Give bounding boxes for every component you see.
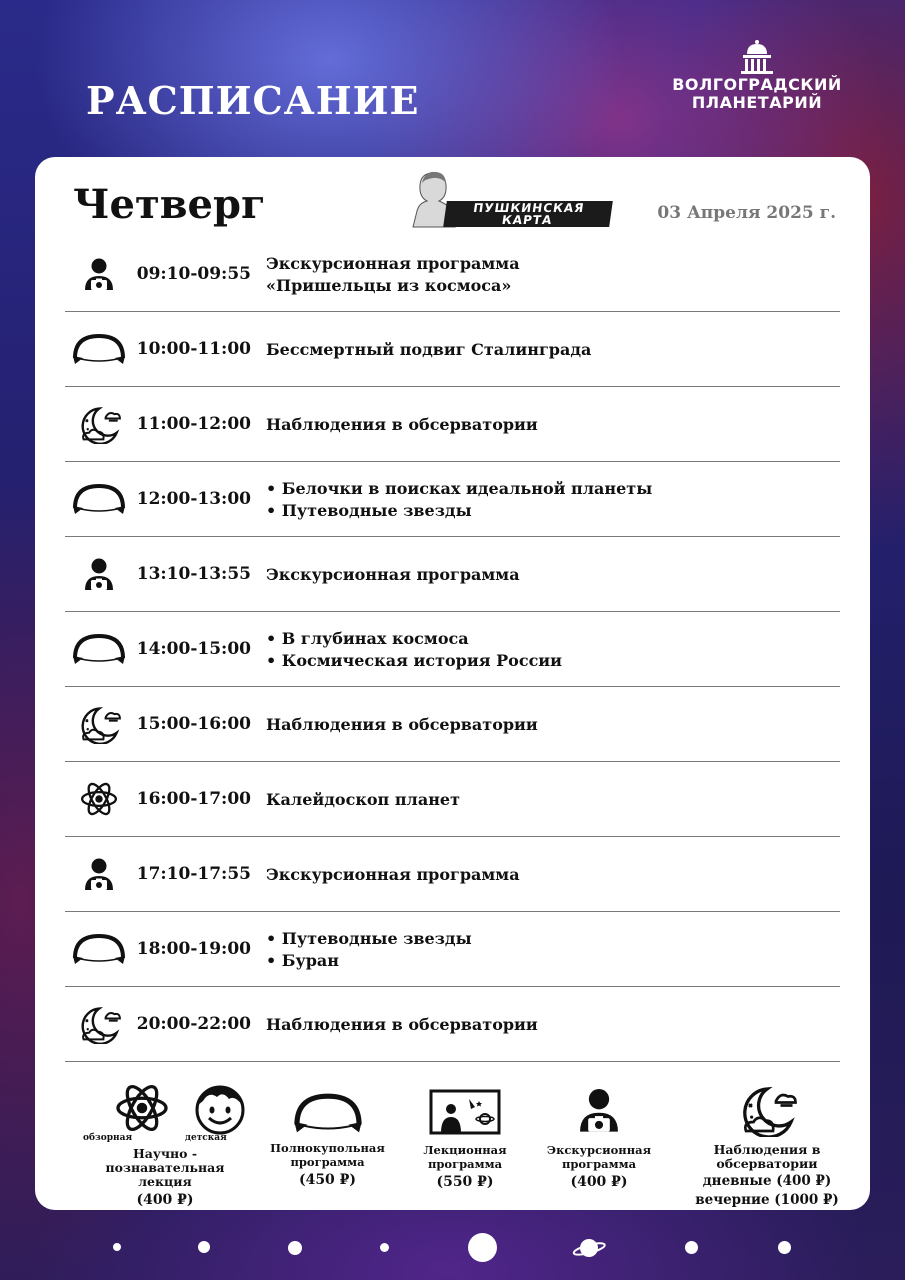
- schedule-title: [266, 912, 840, 987]
- pushkin-card-line1: ПУШКИНСКАЯ: [472, 201, 586, 215]
- schedule-title-line: Калейдоскоп планет: [266, 789, 460, 809]
- legend-caption: Полнокупольная: [270, 1141, 385, 1155]
- decorative-dots: [0, 1230, 905, 1266]
- schedule-row: [65, 687, 840, 762]
- schedule-row: [65, 537, 840, 612]
- schedule-title-line: Наблюдения в обсерватории: [266, 414, 538, 434]
- planetarium-logo[interactable]: [672, 36, 842, 126]
- schedule-time: 12:00-13:00: [136, 489, 251, 509]
- schedule-row: [65, 387, 840, 462]
- schedule-title: [266, 837, 840, 912]
- legend-tag-overview: обзорная: [83, 1133, 133, 1143]
- schedule-title-line: Экскурсионная программа: [266, 253, 520, 273]
- schedule-title-line: • Белочки в поисках идеальной планеты: [266, 478, 653, 498]
- schedule-title-line: Наблюдения в обсерватории: [266, 1014, 538, 1034]
- legend-caption: программа: [290, 1155, 365, 1169]
- schedule-title-line: Бессмертный подвиг Сталинграда: [266, 339, 592, 359]
- schedule-time: 20:00-22:00: [136, 1014, 251, 1034]
- excursion-icon: [65, 551, 133, 597]
- schedule-title: [266, 612, 840, 687]
- lecture-board-icon: [429, 1089, 501, 1137]
- planetarium-building-icon: [737, 36, 777, 76]
- schedule-list: [65, 237, 840, 1062]
- schedule-title: [266, 237, 840, 312]
- observatory-icon: [65, 701, 133, 747]
- schedule-time: 15:00-16:00: [136, 714, 251, 734]
- schedule-row: [65, 762, 840, 837]
- legend-observatory: [667, 1077, 867, 1210]
- logo-text-line1: ВОЛГОГРАДСКИЙ: [672, 75, 842, 94]
- schedule-title: [266, 537, 840, 612]
- day-title: Четверг: [73, 181, 266, 228]
- schedule-row: [65, 237, 840, 312]
- dome-icon: [65, 326, 133, 372]
- dot-icon: [685, 1241, 698, 1254]
- schedule-time: 16:00-17:00: [136, 789, 251, 809]
- dome-icon: [291, 1091, 365, 1135]
- smiley-icon: [193, 1083, 247, 1135]
- schedule-title-line: Экскурсионная программа: [266, 564, 520, 584]
- schedule-title: [266, 687, 840, 762]
- legend-caption: программа: [561, 1157, 637, 1171]
- schedule-title-line: Экскурсионная программа: [266, 864, 520, 884]
- atom-icon: [65, 776, 133, 822]
- schedule-time: 17:10-17:55: [136, 864, 251, 884]
- schedule-title-line: • Путеводные звезды: [266, 500, 472, 520]
- schedule-title-line: Наблюдения в обсерватории: [266, 714, 538, 734]
- legend-caption: Лекционная: [423, 1143, 507, 1157]
- dot-icon: [778, 1241, 791, 1254]
- legend-price: (400 ₽): [136, 1192, 194, 1208]
- legend-caption: программа: [427, 1157, 503, 1171]
- legend-price: (400 ₽): [570, 1174, 628, 1190]
- legend-lecture: [405, 1077, 525, 1192]
- schedule-title-line: • Буран: [266, 950, 339, 970]
- legend-price: (450 ₽): [298, 1172, 357, 1188]
- schedule-row: [65, 912, 840, 987]
- schedule-title: [266, 762, 840, 837]
- legend-caption: Научно - познавательная: [105, 1146, 225, 1175]
- schedule-time: 13:10-13:55: [136, 564, 251, 584]
- schedule-title-line: • Космическая история России: [266, 650, 563, 670]
- dome-icon: [65, 476, 133, 522]
- schedule-date: 03 Апреля 2025 г.: [657, 203, 836, 223]
- dot-icon: [288, 1241, 302, 1255]
- schedule-time: 11:00-12:00: [136, 414, 251, 434]
- schedule-title-line: • Путеводные звезды: [266, 928, 472, 948]
- observatory-icon: [65, 1001, 133, 1047]
- schedule-title: [266, 312, 840, 387]
- schedule-row: [65, 462, 840, 537]
- pushkin-card-plate: [443, 201, 613, 227]
- page-title: РАСПИСАНИЕ: [86, 78, 420, 123]
- observatory-icon: [65, 401, 133, 447]
- schedule-title-line: • В глубинах космоса: [266, 628, 469, 648]
- schedule-title-line: «Пришельцы из космоса»: [266, 275, 512, 295]
- schedule-title: [266, 387, 840, 462]
- schedule-time: 18:00-19:00: [136, 939, 251, 959]
- schedule-title: [266, 462, 840, 537]
- dome-icon: [65, 626, 133, 672]
- excursion-icon: [576, 1083, 622, 1137]
- legend-caption: Экскурсионная: [546, 1143, 652, 1157]
- schedule-time: 09:10-09:55: [136, 264, 251, 284]
- legend-price: вечерние (1000 ₽): [695, 1192, 839, 1208]
- dome-icon: [65, 926, 133, 972]
- schedule-row: [65, 987, 840, 1062]
- dot-icon: [113, 1243, 121, 1251]
- legend-price: (550 ₽): [436, 1174, 494, 1190]
- pushkin-card-badge: [405, 167, 615, 229]
- schedule-row: [65, 312, 840, 387]
- legend-tag-kids: детская: [185, 1133, 227, 1143]
- legend-price: дневные (400 ₽): [702, 1173, 832, 1189]
- atom-icon: [115, 1081, 169, 1135]
- moon-dot-icon: [468, 1233, 497, 1262]
- logo-text-line2: ПЛАНЕТАРИЙ: [691, 93, 823, 112]
- schedule-row: [65, 612, 840, 687]
- schedule-card: [35, 157, 870, 1210]
- dot-icon: [380, 1243, 389, 1252]
- legend-caption: Наблюдения в обсерватории: [713, 1142, 821, 1171]
- schedule-time: 10:00-11:00: [136, 339, 251, 359]
- pushkin-card-line2: КАРТА: [500, 213, 554, 227]
- legend-fulldome: [265, 1077, 390, 1190]
- schedule-time: 14:00-15:00: [136, 639, 251, 659]
- observatory-icon: [737, 1083, 797, 1137]
- dot-icon: [198, 1241, 210, 1253]
- legend-caption: лекция: [138, 1174, 192, 1189]
- legend-excursion: [539, 1077, 659, 1192]
- excursion-icon: [65, 851, 133, 897]
- schedule-row: [65, 837, 840, 912]
- excursion-icon: [65, 251, 133, 297]
- price-legend: [55, 1077, 855, 1208]
- schedule-title: [266, 987, 840, 1062]
- planet-icon: [572, 1234, 606, 1262]
